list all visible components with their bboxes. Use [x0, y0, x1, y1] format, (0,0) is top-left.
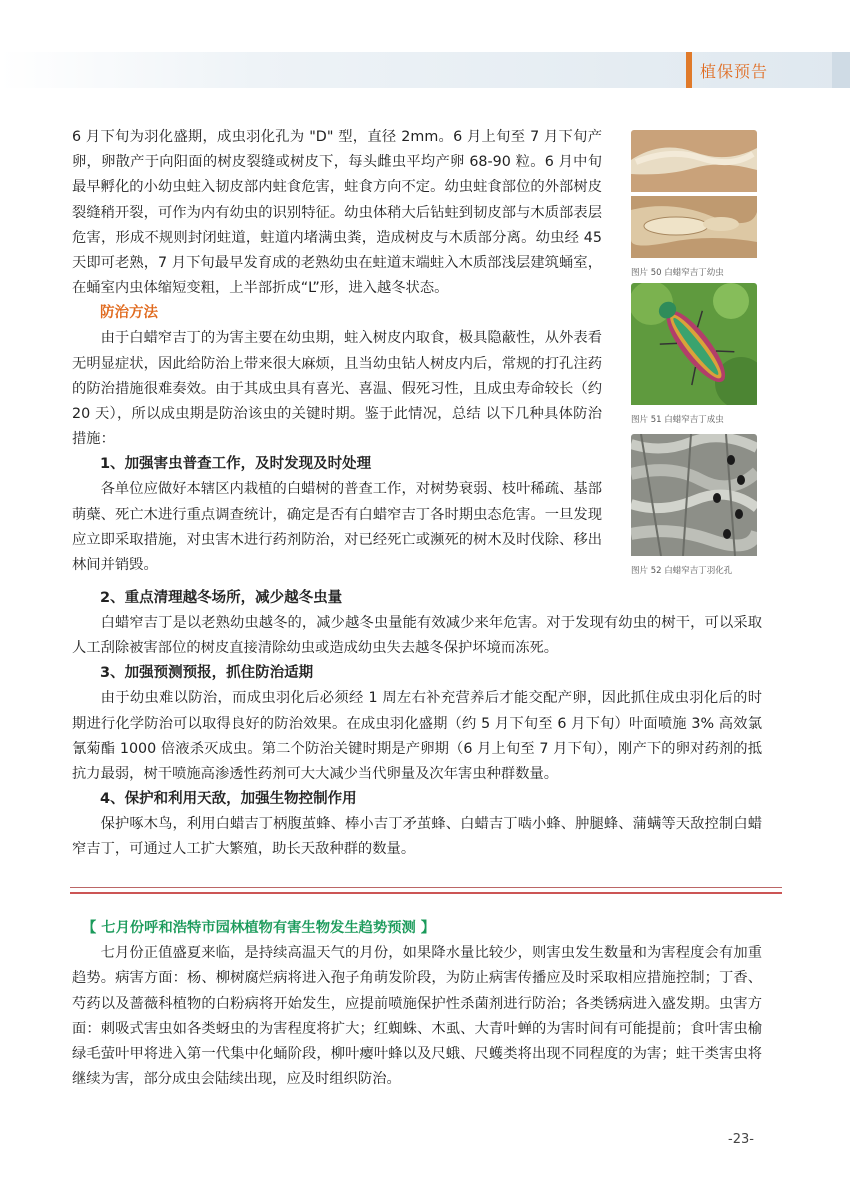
measure-1-title: 1、加强害虫普查工作，及时发现及时处理	[100, 456, 372, 473]
forecast-text: 七月份正值盛夏来临，是持续高温天气的月份，如果降水量比较少，则害虫发生数量和为害程度会有加重趋势。病害方面：杨、柳树腐烂病将进入孢子角萌发阶段，为防止病害传播应及时采取相应措施控制；丁香、芍药以及蔷薇科植物的白粉病将开始发生，应提前喷施保护性杀菌剂进行防治；各类锈病进入盛发期。虫害方面：刺吸式害虫如各类蚜虫的为害程度将扩大；红蜘蛛、木虱、大青叶蝉的为害时间有可能提前；食叶害虫榆绿毛萤叶甲将进入第一代集中化蛹阶段，柳叶瘿叶蜂以及尺蛾、尺蠖类将出现不同程度的为害；蛀干类害虫将继续为害，部分成虫会陆续出现，应及时组织防治。	[72, 945, 762, 1088]
figure-adult-caption: 图片 51 白蜡窄吉丁成虫	[631, 415, 724, 425]
figure-exit-holes	[631, 434, 757, 576]
forecast-title: 【 七月份呼和浩特市园林植物有害生物发生趋势预测 】	[82, 920, 436, 936]
intro-paragraph-block	[72, 125, 602, 578]
measure-4-title: 4、保护和利用天敌，加强生物控制作用	[100, 791, 357, 808]
measures-block	[72, 586, 762, 863]
figure-larva	[631, 130, 757, 278]
header-accent-stripe	[686, 52, 692, 88]
measure-3-title: 3、加强预测预报，抓住防治适期	[100, 665, 314, 682]
measure-3-text: 由于幼虫难以防治，而成虫羽化后必须经 1 周左右补充营养后才能交配产卵，因此抓住成虫羽化后的时期进行化学防治可以取得良好的防治效果。在成虫羽化盛期（约 5 月下旬至 6 月下旬）叶面喷施 3% 高效氯氰菊酯 1000 倍液杀灭成虫。第二个防治关键时期是产卵期（6 月上旬至 7 月下旬），刚产下的卵对药剂的抵抗力最弱，树干喷施高渗透性药剂可大大减少当代卵量及次年害虫种群数量。	[72, 690, 762, 783]
section-title: 植保预告	[700, 62, 769, 81]
larva-photo	[631, 130, 757, 262]
measure-4-text: 保护啄木鸟，利用白蜡吉丁柄腹茧蜂、棒小吉丁矛茧蜂、白蜡吉丁啮小蜂、肿腿蜂、蒲螨等天敌控制白蜡窄吉丁，可通过人工扩大繁殖，助长天敌种群的数量。	[72, 816, 762, 858]
exit-holes-photo	[631, 434, 757, 560]
measure-1-text: 各单位应做好本辖区内栽植的白蜡树的普查工作，对树势衰弱、枝叶稀疏、基部萌蘖、死亡木进行重点调查统计，确定是否有白蜡窄吉丁各时期虫态危害。一旦发现应立即采取措施，对虫害木进行药剂防治，对已经死亡或濒死的树木及时伐除、移出林间并销毁。	[72, 481, 602, 574]
measure-2-text: 白蜡窄吉丁是以老熟幼虫越冬的，减少越冬虫量能有效减少来年危害。对于发现有幼虫的树干，可以采取人工刮除被害部位的树皮直接清除幼虫或造成幼虫失去越冬保护坏境而冻死。	[72, 615, 762, 657]
adult-beetle-photo	[631, 283, 757, 409]
control-title: 防治方法	[100, 305, 158, 322]
page-number: -23-	[728, 1132, 754, 1147]
intro-paragraph: 6 月下旬为羽化盛期，成虫羽化孔为 "D" 型，直径 2mm。6 月上旬至 7 月下旬产卵，卵散产于向阳面的树皮裂缝或树皮下，每头雌虫平均产卵 68-90 粒。6 月中旬最早孵化的小幼虫蛀入韧皮部内蛀食危害，蛀食方向不定。幼虫蛀食部位的外部树皮裂缝稍开裂，可作为内有幼虫的识别特征。幼虫体稍大后钻蛀到韧皮部与木质部表层危害，形成不规则封闭蛀道，蛀道内堵满虫粪，造成树皮与木质部分离。幼虫经 45 天即可老熟，7 月下旬最早发育成的老熟幼虫在蛀道末端蛀入木质部浅层建筑蛹室，在蛹室内虫体缩短变粗，上半部折成“L”形，进入越冬状态。	[72, 129, 602, 297]
figure-exit-holes-caption: 图片 52 白蜡窄吉丁羽化孔	[631, 566, 733, 576]
header-right-block	[832, 52, 850, 88]
measure-2-title: 2、重点清理越冬场所，减少越冬虫量	[100, 590, 343, 606]
control-intro: 由于白蜡窄吉丁的为害主要在幼虫期，蛀入树皮内取食，极具隐蔽性，从外表看无明显症状，因此给防治上带来很大麻烦，且当幼虫钻人树皮内后，常规的打孔注药的防治措施很难奏效。由于其成虫具有喜光、喜温、假死习性，且成虫寿命较长（约 20 天），所以成虫期是防治该虫的关键时期。鉴于此情况，总结 以下几种具体防治措施：	[72, 330, 602, 448]
figure-larva-caption: 图片 50 白蜡窄吉丁幼虫	[631, 268, 724, 278]
figure-adult	[631, 283, 757, 425]
section-divider-thick	[70, 892, 782, 894]
section-divider-thin	[70, 887, 782, 888]
forecast-block	[72, 916, 762, 1092]
